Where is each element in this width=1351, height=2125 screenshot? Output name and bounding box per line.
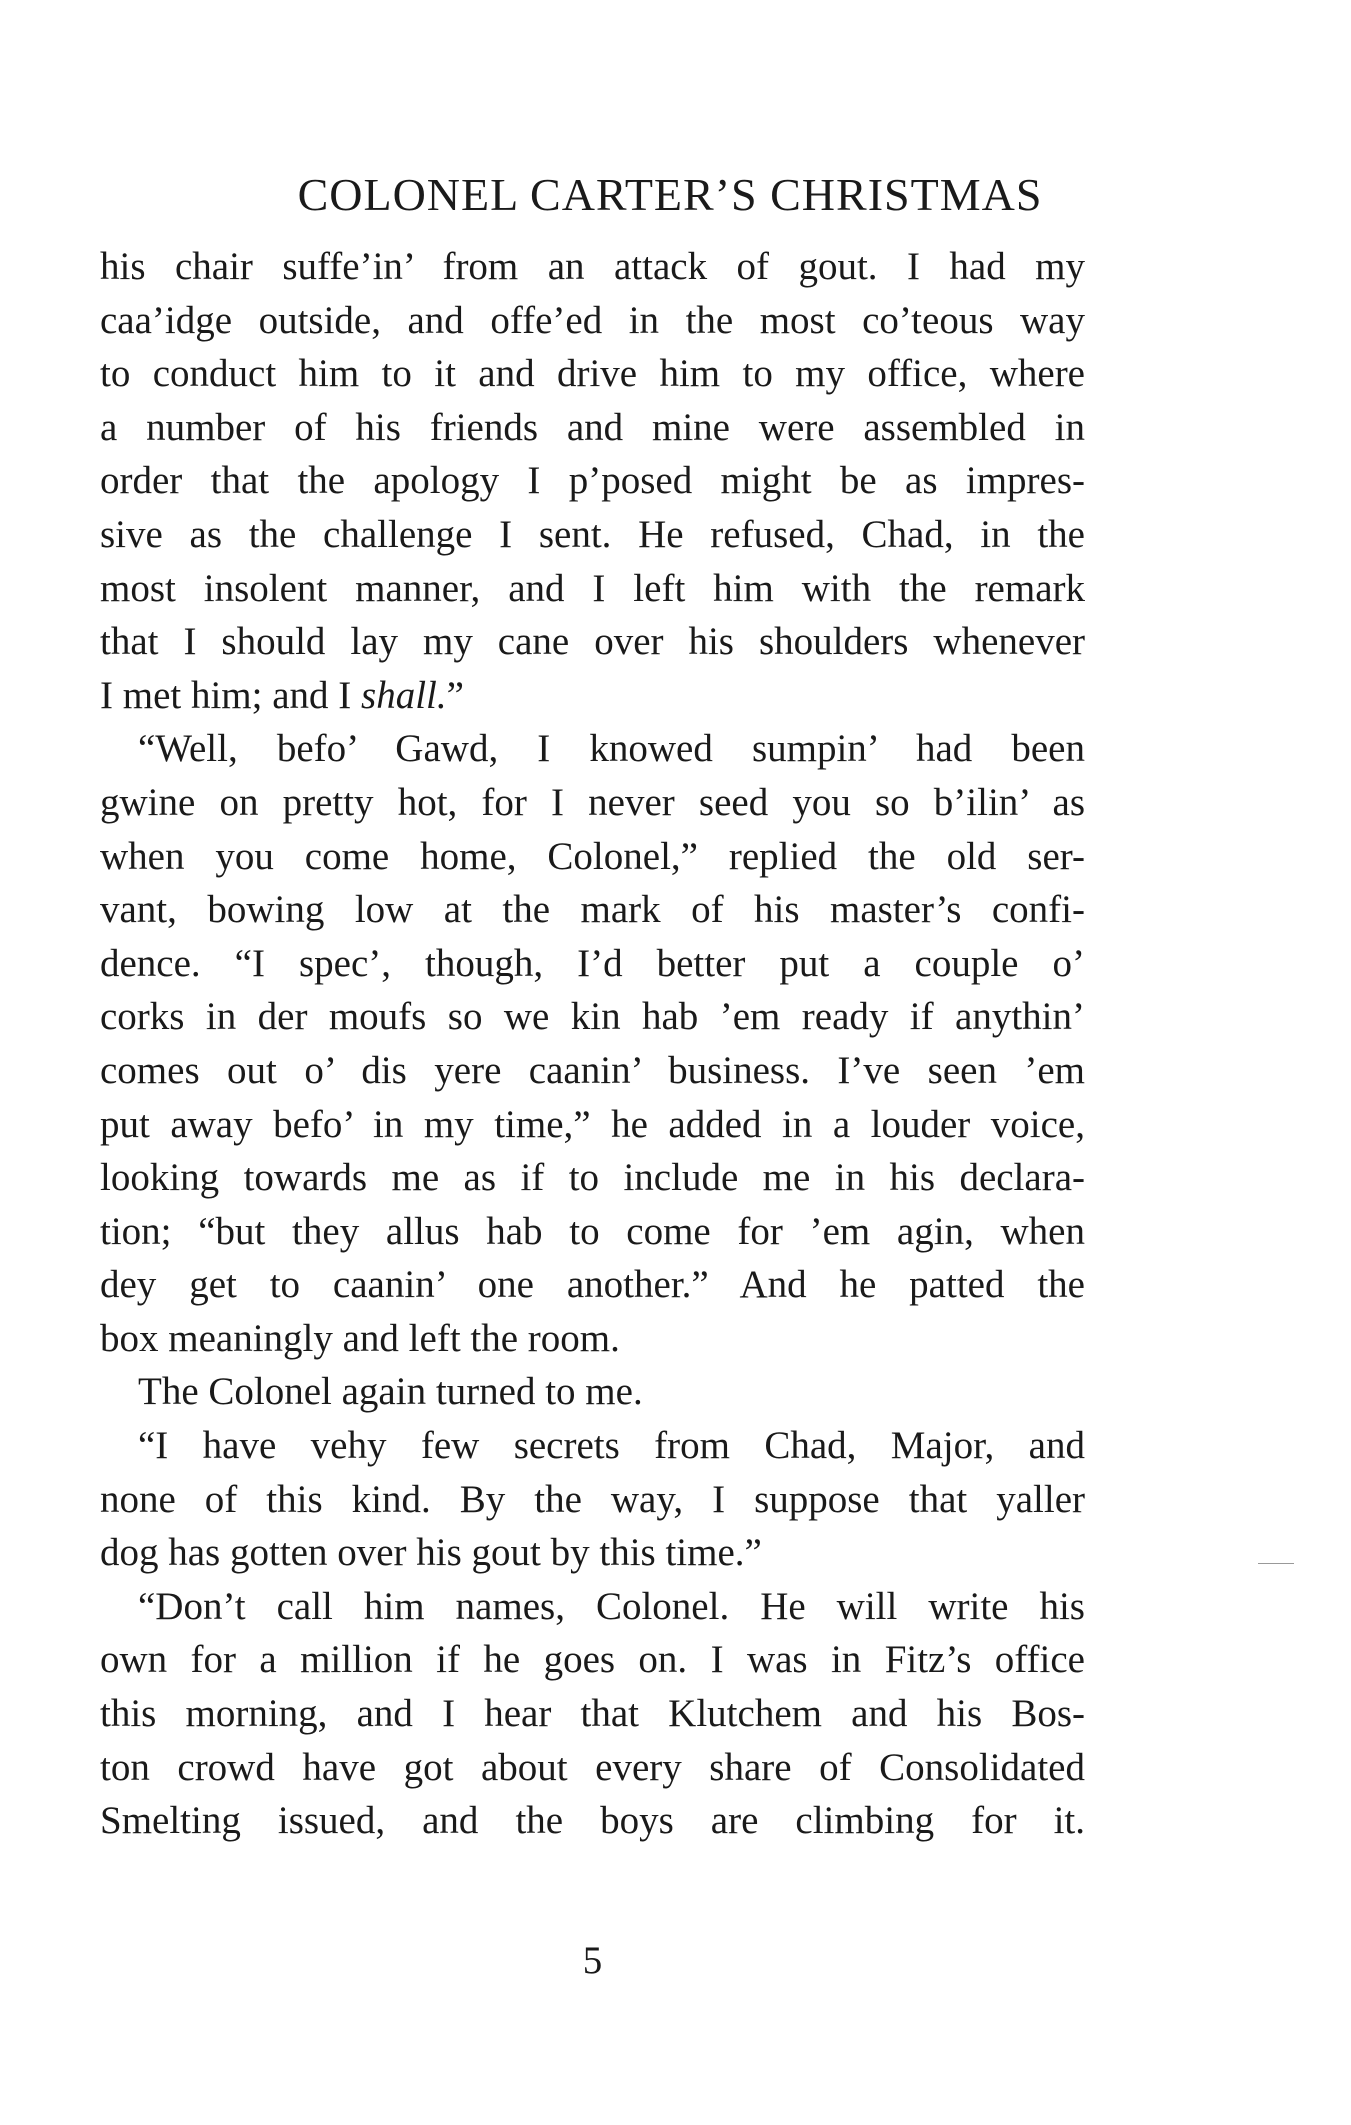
- text-line: The Colonel again turned to me.: [138, 1370, 643, 1414]
- text-line: dey get to caanin’ one another.” And he patted the: [100, 1263, 1085, 1307]
- text-line: corks in der moufs so we kin hab ’em ready if anythin’: [100, 995, 1085, 1039]
- text-line: box meaningly and left the room.: [100, 1316, 620, 1360]
- text-line: dog has gotten over his gout by this time.”: [100, 1531, 762, 1575]
- italic-emphasis: shall.: [361, 673, 447, 717]
- text-line-with-emphasis: [100, 669, 1085, 723]
- running-title: COLONEL CARTER’S CHRISTMAS: [297, 169, 1043, 220]
- text-line: caa’idge outside, and offe’ed in the most co’teous way: [100, 298, 1085, 342]
- text-line: this morning, and I hear that Klutchem and his Bos-: [100, 1692, 1085, 1736]
- text-line-start: I met him; and I: [100, 673, 362, 717]
- text-line: his chair suffe’in’ from an attack of gout. I had my: [100, 245, 1085, 288]
- text-line: a number of his friends and mine were assembled in: [100, 405, 1085, 449]
- text-line: most insolent manner, and I left him with the remark: [100, 566, 1085, 610]
- text-line: to conduct him to it and drive him to my office, where: [100, 352, 1085, 396]
- text-line: comes out o’ dis yere caanin’ business. I’ve seen ’em: [100, 1048, 1085, 1092]
- text-line: gwine on pretty hot, for I never seed you so b’ilin’ as: [100, 780, 1085, 824]
- text-line: “Well, befo’ Gawd, I knowed sumpin’ had been: [138, 727, 1085, 771]
- closing-quote: ”: [446, 673, 464, 717]
- text-line: put away befo’ in my time,” he added in a louder voice,: [100, 1102, 1085, 1146]
- body-text: [100, 240, 1085, 1848]
- page-number: 5: [582, 1939, 603, 1982]
- text-line: order that the apology I p’posed might be as impres-: [100, 459, 1085, 503]
- text-line: looking towards me as if to include me in his declara-: [100, 1156, 1085, 1200]
- text-line: tion; “but they allus hab to come for ’em agin, when: [100, 1209, 1085, 1253]
- text-line: “I have vehy few secrets from Chad, Major, and: [138, 1424, 1085, 1468]
- text-line: sive as the challenge I sent. He refused, Chad, in the: [100, 512, 1085, 556]
- text-line: vant, bowing low at the mark of his master’s confi-: [100, 888, 1085, 932]
- text-line: when you come home, Colonel,” replied the old ser-: [100, 834, 1085, 878]
- margin-mark: [1258, 1563, 1294, 1564]
- text-line: dence. “I spec’, though, I’d better put a couple o’: [100, 941, 1085, 985]
- text-line: that I should lay my cane over his shoulders whenever: [100, 620, 1085, 664]
- text-line: own for a million if he goes on. I was in Fitz’s office: [100, 1638, 1085, 1682]
- text-line: Smelting issued, and the boys are climbing for it.: [100, 1799, 1085, 1843]
- text-line: “Don’t call him names, Colonel. He will write his: [138, 1584, 1085, 1628]
- text-line: none of this kind. By the way, I suppose that yaller: [100, 1477, 1085, 1521]
- text-line: ton crowd have got about every share of Consolidated: [100, 1745, 1085, 1789]
